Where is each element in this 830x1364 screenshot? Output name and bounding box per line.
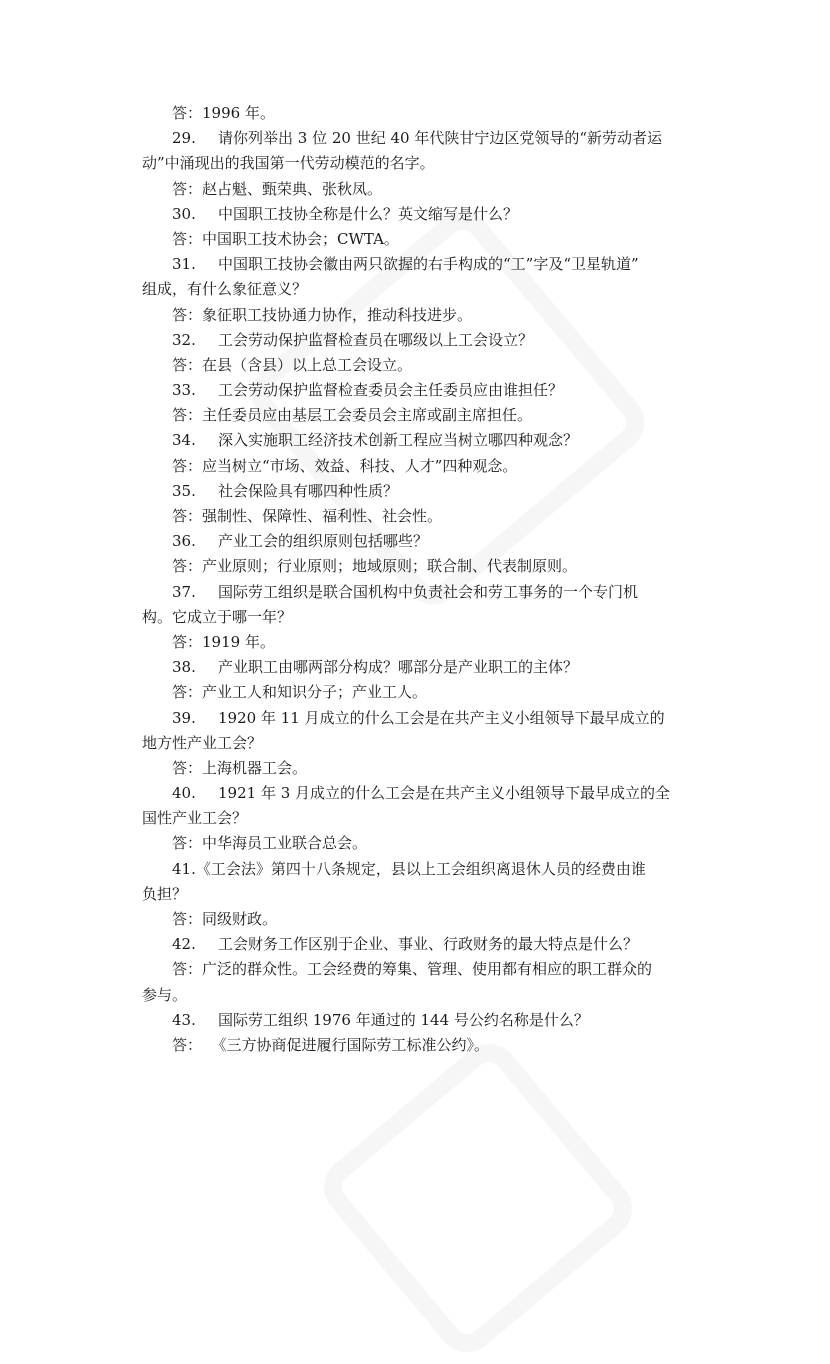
text-line bbox=[142, 378, 702, 403]
question-paragraph bbox=[142, 252, 702, 302]
line-text: 工会劳动保护监督检查委员会主任委员应由谁担任？ bbox=[218, 381, 564, 400]
text-line bbox=[142, 630, 702, 655]
text-line bbox=[142, 151, 702, 176]
text-line bbox=[142, 1008, 702, 1033]
answer-paragraph bbox=[142, 504, 702, 529]
text-line bbox=[142, 957, 702, 982]
question-paragraph bbox=[142, 428, 702, 453]
line-text: 国性产业工会？ bbox=[142, 809, 248, 828]
line-text: 答：上海机器工会。 bbox=[172, 758, 308, 777]
line-text: 工会财务工作区别于企业、事业、行政财务的最大特点是什么？ bbox=[218, 935, 639, 954]
line-text: 答：主任委员应由基层工会委员会主席或副主席担任。 bbox=[172, 406, 533, 425]
line-text: 答：象征职工技协通力协作，推动科技进步。 bbox=[172, 305, 473, 324]
line-text: 构。它成立于哪一年？ bbox=[142, 607, 293, 626]
question-paragraph bbox=[142, 328, 702, 353]
text-line bbox=[142, 554, 702, 579]
answer-paragraph bbox=[142, 403, 702, 428]
line-text: 答：在县（含县）以上总工会设立。 bbox=[172, 355, 413, 374]
question-number: 39. bbox=[172, 708, 196, 727]
line-text: 答：广泛的群众性。工会经费的筹集、管理、使用都有相应的职工群众的 bbox=[172, 960, 653, 979]
text-line bbox=[142, 353, 702, 378]
line-text: 产业工会的组织原则包括哪些？ bbox=[218, 532, 429, 551]
answer-paragraph bbox=[142, 630, 702, 655]
text-line bbox=[142, 806, 702, 831]
line-text: 中国职工技协全称是什么？英文缩写是什么？ bbox=[218, 204, 519, 223]
text-line bbox=[142, 655, 702, 680]
line-text: 答：应当树立“市场、效益、科技、人才”四种观念。 bbox=[172, 456, 518, 475]
text-line bbox=[142, 277, 702, 302]
text-line bbox=[142, 504, 702, 529]
line-text: 41.《工会法》第四十八条规定，县以上工会组织离退休人员的经费由谁 bbox=[172, 859, 646, 878]
question-paragraph bbox=[142, 202, 702, 227]
line-text: 中国职工技协会徽由两只欲握的右手构成的“工”字及“卫星轨道” bbox=[218, 255, 639, 274]
question-number: 29. bbox=[172, 129, 196, 148]
question-number: 35. bbox=[172, 481, 196, 500]
question-number: 34. bbox=[172, 431, 196, 450]
answer-paragraph bbox=[142, 227, 702, 252]
text-line bbox=[142, 983, 702, 1008]
text-line bbox=[142, 403, 702, 428]
line-text: 1921 年 3 月成立的什么工会是在共产主义小组领导下最早成立的全 bbox=[218, 784, 671, 803]
question-paragraph bbox=[142, 655, 702, 680]
text-line bbox=[142, 731, 702, 756]
document-body bbox=[142, 101, 702, 1058]
question-number: 31. bbox=[172, 255, 196, 274]
question-number: 32. bbox=[172, 330, 196, 349]
question-paragraph bbox=[142, 781, 702, 831]
line-text: 工会劳动保护监督检查员在哪级以上工会设立？ bbox=[218, 330, 534, 349]
line-text: 答：同级财政。 bbox=[172, 910, 278, 928]
line-text: 动”中涌现出的我国第一代劳动模范的名字。 bbox=[142, 154, 435, 173]
text-line bbox=[142, 882, 702, 907]
answer-paragraph bbox=[142, 101, 702, 126]
line-text: 国际劳工组织是联合国机构中负责社会和劳工事务的一个专门机 bbox=[218, 582, 639, 601]
text-line bbox=[142, 227, 702, 252]
answer-paragraph bbox=[142, 907, 702, 932]
answer-paragraph bbox=[142, 957, 702, 1007]
question-number: 42. bbox=[172, 935, 196, 954]
question-number: 33. bbox=[172, 381, 196, 400]
question-paragraph bbox=[142, 479, 702, 504]
text-line bbox=[142, 303, 702, 328]
text-line bbox=[142, 479, 702, 504]
line-text: 答：产业工人和知识分子；产业工人。 bbox=[172, 683, 428, 702]
question-paragraph bbox=[142, 378, 702, 403]
text-line bbox=[142, 580, 702, 605]
line-text: 产业职工由哪两部分构成？哪部分是产业职工的主体？ bbox=[218, 658, 579, 677]
text-line bbox=[142, 428, 702, 453]
question-paragraph bbox=[142, 706, 702, 756]
text-line bbox=[142, 454, 702, 479]
answer-paragraph bbox=[142, 680, 702, 705]
answer-paragraph bbox=[142, 353, 702, 378]
text-line bbox=[142, 756, 702, 781]
line-text: 答：强制性、保障性、福利性、社会性。 bbox=[172, 507, 443, 525]
text-line bbox=[142, 907, 702, 932]
question-number: 38. bbox=[172, 658, 196, 677]
line-text: 答：1919 年。 bbox=[172, 632, 275, 651]
text-line bbox=[142, 177, 702, 202]
text-line bbox=[142, 781, 702, 806]
line-text: 社会保险具有哪四种性质？ bbox=[218, 481, 399, 500]
text-line bbox=[142, 932, 702, 957]
line-text: 负担？ bbox=[142, 884, 188, 903]
text-line bbox=[142, 680, 702, 705]
answer-paragraph bbox=[142, 1033, 702, 1058]
question-number: 30. bbox=[172, 204, 196, 223]
line-text: 国际劳工组织 1976 年通过的 144 号公约名称是什么？ bbox=[218, 1010, 589, 1029]
line-text: 答： 《三方协商促进履行国际劳工标准公约》。 bbox=[172, 1035, 490, 1054]
text-line bbox=[142, 328, 702, 353]
answer-paragraph bbox=[142, 454, 702, 479]
text-line bbox=[142, 605, 702, 630]
answer-paragraph bbox=[142, 857, 702, 907]
text-line bbox=[142, 126, 702, 151]
answer-paragraph bbox=[142, 554, 702, 579]
answer-paragraph bbox=[142, 756, 702, 781]
text-line bbox=[142, 101, 702, 126]
line-text: 组成，有什么象征意义？ bbox=[142, 280, 308, 299]
question-paragraph bbox=[142, 126, 702, 176]
question-number: 40. bbox=[172, 784, 196, 803]
answer-paragraph bbox=[142, 831, 702, 856]
line-text: 答：产业原则；行业原则；地域原则；联合制、代表制原则。 bbox=[172, 557, 578, 576]
line-text: 地方性产业工会？ bbox=[142, 733, 263, 752]
line-text: 答：中华海员工业联合总会。 bbox=[172, 834, 368, 853]
text-line bbox=[142, 706, 702, 731]
question-number: 37. bbox=[172, 582, 196, 601]
question-paragraph bbox=[142, 580, 702, 630]
line-text: 1920 年 11 月成立的什么工会是在共产主义小组领导下最早成立的 bbox=[218, 708, 665, 727]
line-text: 答：赵占魁、甄荣典、张秋凤。 bbox=[172, 179, 383, 198]
question-paragraph bbox=[142, 932, 702, 957]
text-line bbox=[142, 252, 702, 277]
line-text: 答：1996 年。 bbox=[172, 104, 275, 122]
question-number: 36. bbox=[172, 532, 196, 551]
question-paragraph bbox=[142, 529, 702, 554]
line-text: 深入实施职工经济技术创新工程应当树立哪四种观念？ bbox=[218, 431, 579, 450]
line-text: 答：中国职工技术协会；CWTA。 bbox=[172, 229, 399, 248]
question-number: 43. bbox=[172, 1010, 196, 1029]
text-line bbox=[142, 529, 702, 554]
text-line bbox=[142, 1033, 702, 1058]
line-text: 参与。 bbox=[142, 985, 188, 1004]
watermark-logo bbox=[312, 1032, 644, 1364]
text-line bbox=[142, 831, 702, 856]
question-paragraph bbox=[142, 1008, 702, 1033]
text-line bbox=[142, 202, 702, 227]
answer-paragraph bbox=[142, 303, 702, 328]
answer-paragraph bbox=[142, 177, 702, 202]
text-line bbox=[142, 857, 702, 882]
line-text: 请你列举出 3 位 20 世纪 40 年代陕甘宁边区党领导的“新劳动者运 bbox=[218, 129, 662, 148]
